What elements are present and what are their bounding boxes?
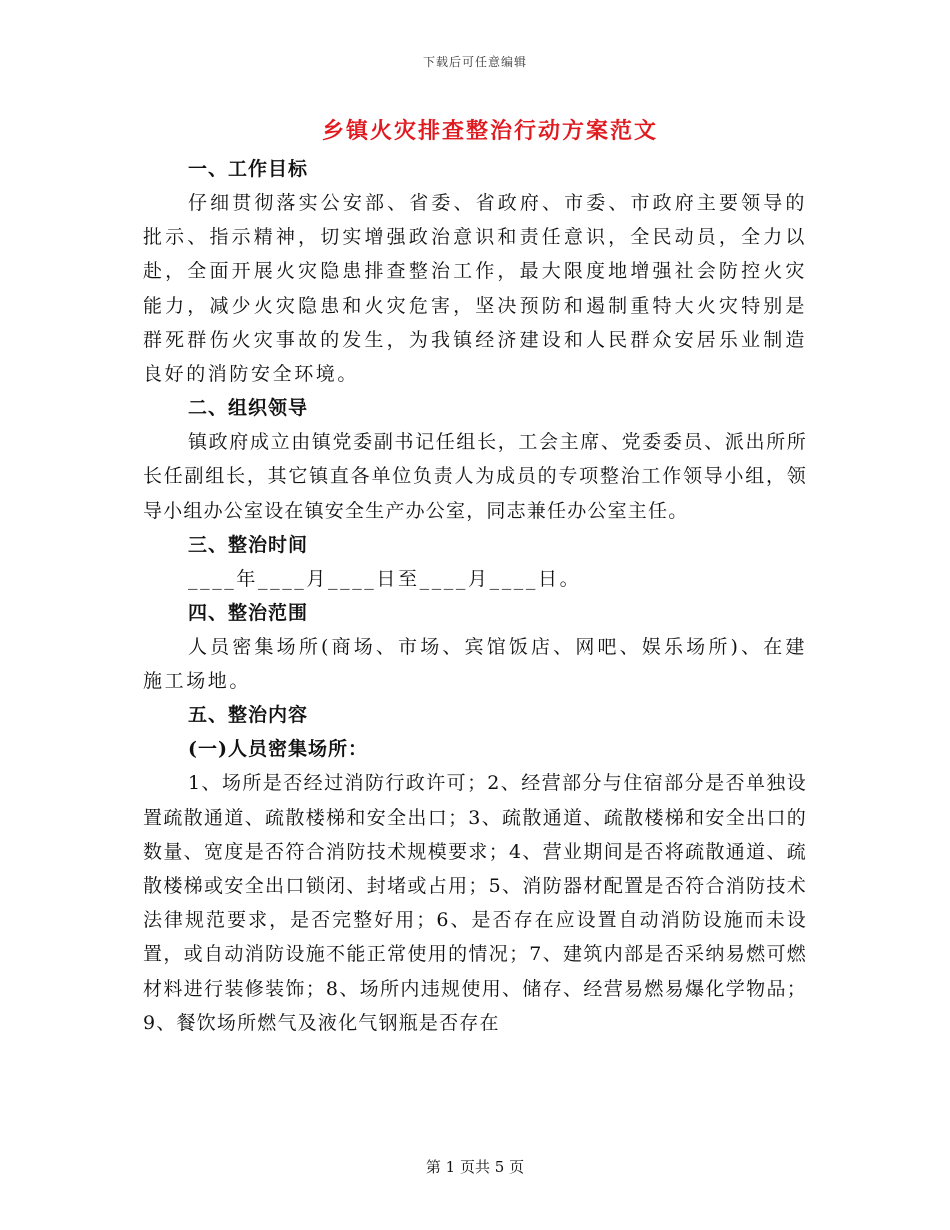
section-subheading-crowded-places: (一)人员密集场所： [188, 738, 368, 761]
section-heading-scope: 四、整治范围 [188, 602, 309, 625]
section-paragraph-scope: 人员密集场所(商场、市场、宾馆饭店、网吧、娱乐场所)、在建施工场地。 [143, 636, 807, 693]
section-paragraph-time: ____年____月____日至____月____日。 [188, 567, 582, 590]
document-title: 乡镇火灾排查整治行动方案范文 [321, 118, 658, 144]
section-heading-goals: 一、工作目标 [188, 158, 309, 180]
document-body [143, 114, 807, 1040]
section-heading-organization: 二、组织领导 [188, 397, 309, 420]
section-heading-time: 三、整治时间 [188, 533, 309, 556]
page-number-footer: 第 1 页共 5 页 [425, 1158, 525, 1176]
section-paragraph-content: 1、场所是否经过消防行政许可；2、经营部分与住宿部分是否单独设置疏散通道、疏散楼梯和安全出口；3、疏散通道、疏散楼梯和安全出口的数量、宽度是否符合消防技术规模要求；4、营业期间是否将疏散通道、疏散楼梯或安全出口锁闭、封堵或占用；5、消防器材配置是否符合消防技术法律规范要求，是否完整好用；6、是否存在应设置自动消防设施而未设置，或自动消防设施不能正常使用的情况；7、建筑内部是否采纳易燃可燃材料进行装修装饰；8、场所内违规使用、储存、经营易燃易爆化学物品；9、餐饮场所燃气及液化气钢瓶是否存在 [143, 772, 807, 1034]
section-paragraph-goals: 仔细贯彻落实公安部、省委、省政府、市委、市政府主要领导的批示、指示精神，切实增强政治意识和责任意识，全民动员，全力以赴，全面开展火灾隐患排查整治工作，最大限度地增强社会防控火灾能力，减少火灾隐患和火灾危害，坚决预防和遏制重特大火灾特别是群死群伤火灾事故的发生，为我镇经济建设和人民群众安居乐业制造良好的消防安全环境。 [143, 192, 807, 386]
section-paragraph-organization: 镇政府成立由镇党委副书记任组长，工会主席、党委委员、派出所所长任副组长，其它镇直各单位负责人为成员的专项整治工作领导小组，领导小组办公室设在镇安全生产办公室，同志兼任办公室主任。 [143, 431, 807, 522]
section-heading-content: 五、整治内容 [188, 704, 309, 727]
page-header-note: 下载后可任意编辑 [422, 55, 527, 69]
